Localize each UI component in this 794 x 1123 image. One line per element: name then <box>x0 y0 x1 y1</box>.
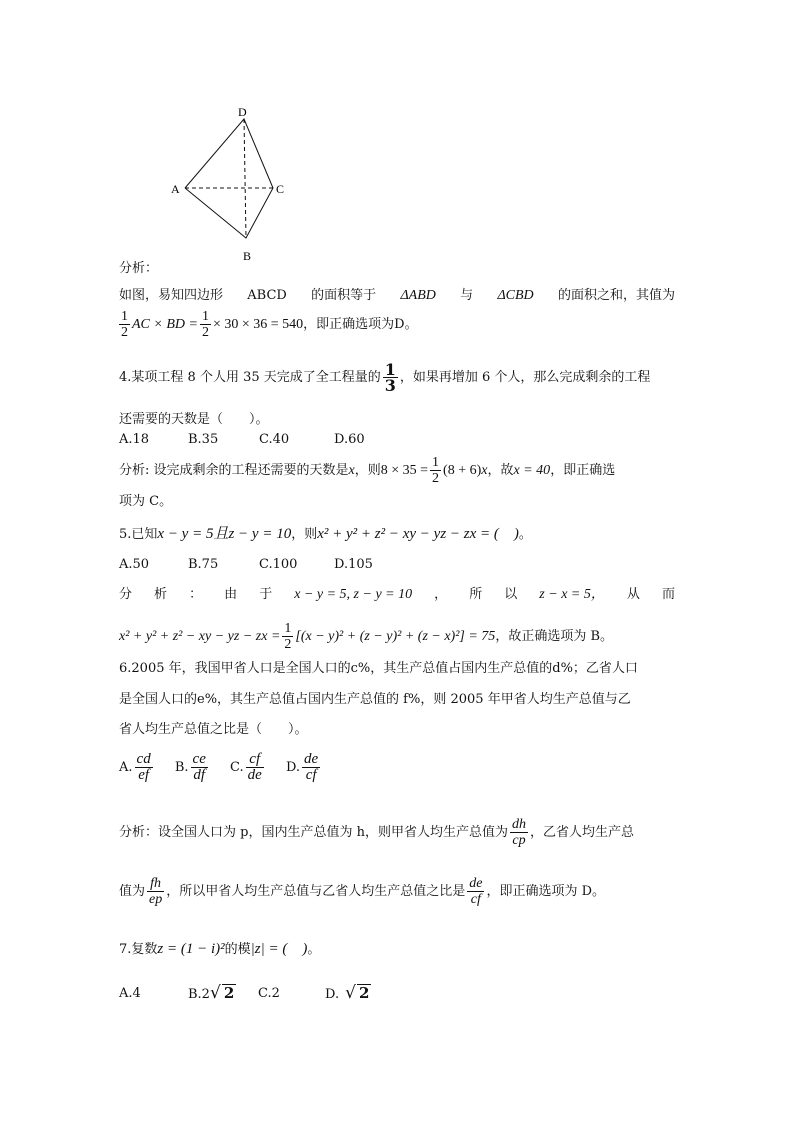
q6-stem-line3: 省人均生产总值之比是（ ）。 <box>119 722 308 737</box>
q6-option-b: B. $\frac{ce}{df}$ <box>174 751 206 783</box>
fraction-half: $\frac{1}{2}$ <box>121 309 128 340</box>
fraction-half: $\frac{1}{2}$ <box>432 455 440 486</box>
q7-stem: 7.复数z = (1 − i)²的模|z| = ( )。 <box>119 941 321 957</box>
fraction-half: $\frac{1}{2}$ <box>284 621 292 652</box>
q5-analysis-line1: 分 析 ： 由 于 x − y = 5, z − y = 10 ， 所 以 z − x = 5， 从 而 <box>119 587 675 602</box>
label-b: B <box>243 249 252 263</box>
q4-stem-line1: 4.某项工程 8 个人用 35 天完成了全工程量的 $\frac{1}{3}$ ，如果再增加 6 个人，那么完成剩余的工程 <box>119 360 651 395</box>
q4-analysis-line1: 分析: 设完成剩余的工程还需要的天数是x，则8 × 35 = $\frac{1}{2}$ (8 + 6)x，故x = 40，即正确选 <box>119 455 616 486</box>
diagonal-bd <box>244 119 246 238</box>
q5-option-b: B.75 <box>188 557 219 572</box>
q7-option-a: A.4 <box>119 986 141 1001</box>
q3-text: 与 <box>460 288 474 303</box>
q3-math: ΔCBD <box>497 288 534 303</box>
q3-formula-ac-bd: AC × BD = <box>132 317 198 332</box>
quadrilateral-figure <box>160 105 300 265</box>
q5-stem: 5.已知x − y = 5且z − y = 10，则x² + y² + z² − xy − yz − zx = ( )。 <box>119 526 532 542</box>
q4-stem-line2: 还需要的天数是（ ）。 <box>119 412 269 427</box>
q7-option-c: C.2 <box>258 986 280 1001</box>
q3-formula-rest: × 30 × 36 = 540 <box>212 317 304 332</box>
q6-analysis-line1: 分析：设全国人口为 p，国内生产总值为 h，则甲省人均生产总值为 $\frac{dh}{cp}$ ，乙省人均生产总 <box>119 817 634 848</box>
label-a: A <box>171 182 180 196</box>
fraction-one-third: $\frac{1}{3}$ <box>384 360 396 395</box>
q6-option-c: C. $\frac{cf}{de}$ <box>230 751 262 783</box>
q6-options <box>119 752 322 783</box>
q7-option-d: D. √ 2 <box>325 983 370 1003</box>
q3-math: ΔABD <box>400 288 436 303</box>
q6-option-a: A. $\frac{cd}{ef}$ <box>119 751 151 783</box>
label-d: D <box>238 105 247 119</box>
q3-analysis-line2 <box>117 309 418 340</box>
fraction-dh-cp: $\frac{dh}{cp}$ <box>511 817 526 848</box>
q3-text: ABCD <box>247 288 287 303</box>
q4-option-a: A.18 <box>119 432 150 447</box>
label-c: C <box>276 182 285 196</box>
fraction-de-cf: $\frac{de}{cf}$ <box>469 876 483 907</box>
q6-option-d: D. $\frac{de}{cf}$ <box>285 751 319 783</box>
q3-analysis-label: 分析： <box>119 261 159 276</box>
fraction-half: $\frac{1}{2}$ <box>201 309 209 340</box>
q3-answer: ，即正确选项为D。 <box>303 317 418 332</box>
q5-option-d: D.105 <box>334 557 373 572</box>
q4-option-c: C.40 <box>259 432 290 447</box>
q3-text: 的面积之和，其值为 <box>557 288 675 303</box>
q5-option-c: C.100 <box>259 557 298 572</box>
q6-analysis-line2: 值为 $\frac{fh}{ep}$ ，所以甲省人均生产总值与乙省人均生产总值之比是 $\frac{de}{cf}$ ，即正确选项为 D。 <box>119 876 606 907</box>
quad-outline <box>185 119 273 238</box>
q6-stem-line2: 是全国人口的e%，其生产总值占国内生产总值的 f%，则 2005 年甲省人均生产总值与乙 <box>119 692 631 707</box>
q4-option-b: B.35 <box>188 432 219 447</box>
q5-analysis-line2: x² + y² + z² − xy − yz − zx = $\frac{1}{2}$ [(x − y)² + (z − y)² + (z − x)²] = 75，故正确选项为 B。 <box>119 621 613 652</box>
q4-analysis-line2: 项为 C。 <box>119 494 173 509</box>
q7-option-b: B.2√ 2 <box>188 983 235 1003</box>
q4-option-d: D.60 <box>334 432 365 447</box>
q3-text: 如图，易知四边形 <box>119 288 224 303</box>
q3-text: 的面积等于 <box>311 288 377 303</box>
fraction-fh-ep: $\frac{fh}{ep}$ <box>149 876 163 907</box>
q5-option-a: A.50 <box>119 557 150 572</box>
q3-analysis-line1 <box>119 288 675 304</box>
q6-stem-line1: 6.2005 年，我国甲省人口是全国人口的c%，其生产总值占国内生产总值的d%；乙省人口 <box>119 661 638 676</box>
